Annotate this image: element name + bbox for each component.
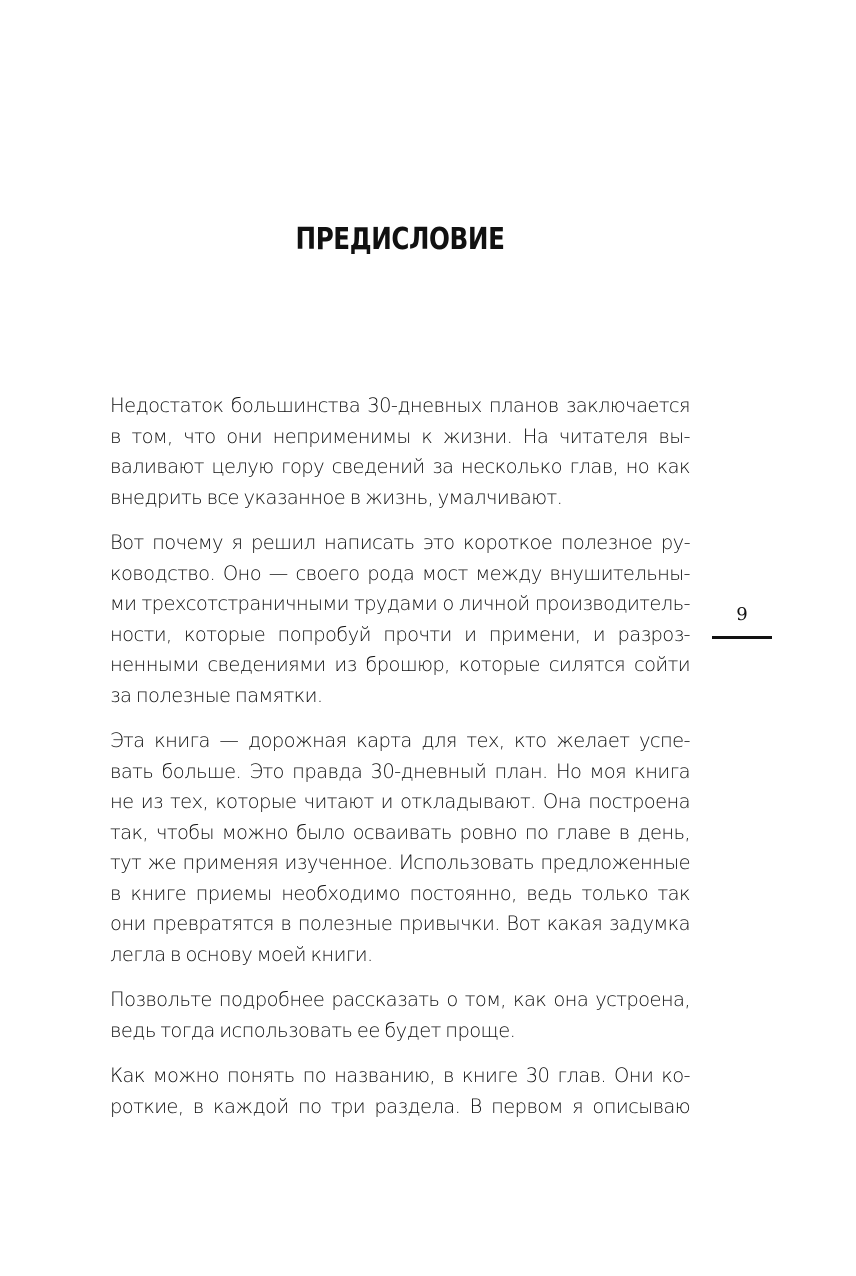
text-line: ненными сведениями из брошюр, которые силятся сойти	[110, 653, 690, 676]
text-line: вать больше. Это правда 30-дневный план. Но моя книга	[110, 759, 690, 783]
text-line: Эта книга — дорожная карта для тех, кто желает успе-	[110, 729, 690, 752]
text-line: так, чтобы можно было осваивать ровно по главе в день,	[110, 820, 690, 844]
paragraph-4	[110, 985, 690, 1046]
text-line: ми трехсотстраничными трудами о личной производитель-	[110, 592, 690, 615]
text-line: Позвольте подробнее рассказать о том, как она устроена,	[110, 988, 690, 1011]
page-title: ПРЕДИСЛОВИЕ	[295, 222, 505, 257]
text-line: ководство. Оно — своего рода мост между внушительны-	[110, 561, 690, 585]
paragraph-5	[110, 1061, 690, 1122]
text-line: роткие, в каждой по три раздела. В первом я описываю	[110, 1094, 690, 1118]
text-line: легла в основу моей книги.	[110, 942, 373, 966]
text-line: за полезные памятки.	[110, 683, 323, 707]
text-line: они превратятся в полезные привычки. Вот какая задумка	[110, 912, 690, 935]
text-line: валивают целую гору сведений за несколько глав, но как	[110, 455, 690, 478]
body-text	[110, 391, 690, 1137]
paragraph-2	[110, 528, 690, 711]
text-line: в книге приемы необходимо постоянно, ведь только так	[110, 881, 690, 905]
text-line: Вот почему я решил написать это короткое полезное ру-	[110, 531, 690, 554]
paragraph-1	[110, 391, 690, 513]
page-number: 9	[736, 604, 748, 625]
text-line: не из тех, которые читают и откладывают. Она построена	[110, 790, 690, 813]
text-line: Как можно понять по названию, в книге 30 глав. Они ко-	[110, 1064, 690, 1087]
text-line: ведь тогда использовать ее будет проще.	[110, 1018, 516, 1042]
text-line: внедрить все указанное в жизнь, умалчивают.	[110, 485, 563, 509]
page-number-rule	[712, 636, 772, 639]
text-line: ности, которые попробуй прочти и примени, и разроз-	[110, 622, 690, 646]
text-line: Недостаток большинства 30-дневных планов заключается	[110, 394, 690, 417]
text-line: в том, что они неприменимы к жизни. На читателя вы-	[110, 424, 690, 448]
text-line: тут же применяя изученное. Использовать предложенные	[110, 851, 690, 874]
paragraph-3	[110, 726, 690, 970]
